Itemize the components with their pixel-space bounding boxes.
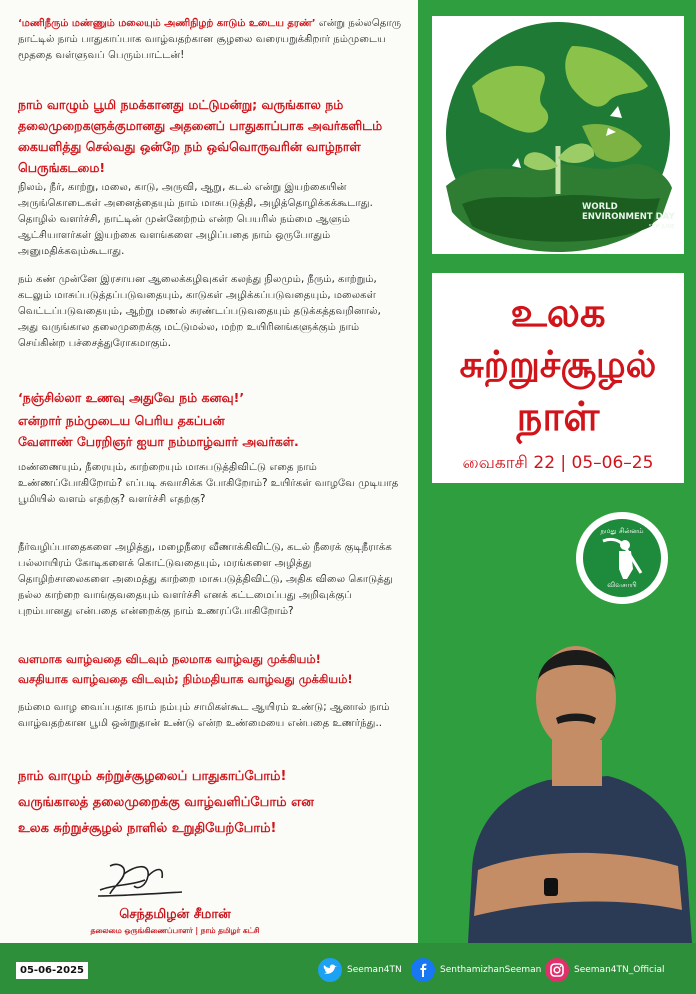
environment-day-illustration (432, 16, 684, 254)
signature-image (90, 852, 190, 904)
quote-line-1: என்றார் நம்முடைய பெரிய தகப்பன் (18, 413, 225, 428)
farmer-icon (597, 535, 647, 581)
thirukkural-quote: ‘மணிநீரும் மண்ணும் மலையும் அணிநிழற் காடும் உடைய தரண்’ (18, 18, 316, 29)
facebook-label: SenthamizhanSeeman (440, 965, 542, 975)
instagram-label: Seeman4TN_Official (574, 965, 665, 975)
closing-line-2: வருங்காலத் தலைமுறைக்கு வாழ்வளிப்போம் என (18, 795, 314, 810)
instagram-icon (545, 958, 569, 982)
paragraph-nature: நிலம், நீர், காற்று, மலை, காடு, அருவி, ஆறு, கடல் என்று இயற்கையின் அருங்கொடைகள் அனைத்தையும் நாம் மாசுபடுத்தி, அழித்தொழிக்கக்கூடாது. தொழில் வளர்ச்சி, நாட்டின் முன்னேற்றம் என்ற பெயரில் நம்மை ஆளும் ஆட்சியாளர்கள் இயற்கை வளங்களை அழிப்பதை நாம் ஒருபோதும் அனுமதிக்கவும்கூடாது. (18, 182, 373, 257)
signatory-role: தலைமை ஒருங்கிணைப்பாளர் | நாம் தமிழர் கட்சி (90, 926, 260, 935)
closing-line-1: நாம் வாழும் சுற்றுச்சூழலைப் பாதுகாப்போம்! (18, 769, 287, 784)
paragraph-earth: நம்மை வாழ வைப்பதாக நாம் நம்பும் சாமிகள்கூட ஆயிரம் உண்டு; ஆனால் நாம் வாழ்வதற்கான பூமி ஒன்றுதான் உண்டு என்ற உண்மையை என்பதை உணர்ந்து.. (18, 702, 390, 729)
logo-top-text: நமது சின்னம் (600, 527, 644, 535)
signatory-name: செந்தமிழன் சீமான் (119, 907, 231, 922)
party-symbol-logo (576, 512, 668, 604)
facebook-handle[interactable] (411, 958, 541, 982)
title-line-2: சுற்றுச்சூழல் (459, 343, 657, 386)
paragraph-development: நீர்வழிப்பாதைகளை அழித்து, மழைநீரை வீணாக்கிவிட்டு, கடல் நீரைக் குடிநீராக்க பல்லாயிரம் கோடிகளைக் கொட்டுவதையும், மரங்களை அழித்து தொழிற்சாலைகளை அமைத்து காற்றை மாசுபடுத்திவிட்டு, அதிக விலை கொடுத்து நல்ல காற்றை வாங்குவதையும் வளர்ச்சி எனக் கட்டமைப்பது அறிவுக்குப் புறம்பானது என்பதை என்றைக்கு நாம் உணரப்போகிறோம்? (18, 542, 393, 617)
leader-portrait (448, 620, 694, 943)
twitter-icon (318, 958, 342, 982)
issue-date: 05-06-2025 (16, 962, 88, 979)
instagram-handle[interactable] (545, 958, 664, 982)
intro-paragraph (18, 16, 402, 64)
red-quote-1: வளமாக வாழ்வதை விடவும் நலமாக வாழ்வது முக்கியம்! (18, 652, 321, 666)
quote-title: ‘நஞ்சில்லா உணவு அதுவே நம் கனவு!’ (18, 390, 245, 405)
facebook-icon (411, 958, 435, 982)
closing-line-3: உலக சுற்றுச்சூழல் நாளில் உறுதியேற்போம்! (18, 821, 277, 836)
title-line-1: உலக (510, 290, 606, 336)
quote-line-2: வேளாண் பேரறிஞர் ஐயா நம்மாழ்வார் அவர்கள். (18, 434, 299, 449)
heading-duty: நாம் வாழும் பூமி நமக்கானது மட்டுமன்று; வருங்கால நம் தலைமுறைகளுக்குமானது அதனைப் பாதுகாப்பாக அவர்களிடம் கையளித்து செல்வது ஒன்றே நம் ஒவ்வொருவரின் வாழ்நாள் பெருங்கடமை! (18, 97, 383, 175)
tamil-date: வைகாசி 22 | 05–06–25 (462, 453, 654, 473)
poster-title-box (432, 273, 684, 483)
wed-label: WORLD ENVIRONMENT DAY 5TH JUNE (582, 202, 675, 230)
twitter-label: Seeman4TN (347, 965, 402, 975)
logo-bottom-text: விவசாயி (607, 581, 637, 589)
red-quote-2: வசதியாக வாழ்வதை விடவும்; நிம்மதியாக வாழ்வது முக்கியம்! (18, 672, 353, 686)
paragraph-pollution: நம் கண் முன்னே இரசாயன ஆலைக்கழிவுகள் கலந்து நிலமும், நீரும், காற்றும், கடலும் மாசுப்படுத்தப்படுவதையும், காடுகள் அழிக்கப்படுவதையும், மலைகள் வெட்டப்படுவதையும், ஆற்று மணல் சுரண்டப்படுவதையும் தடுக்கத்தவறினால், அது வருங்கால தலைமுறைக்கு மட்டுமல்ல, மற்ற உயிரினங்களுக்கும் நாம் செய்கின்ற பச்சைத்துரோகமாகும். (18, 274, 381, 349)
intro-rest: என்று நல்லதொரு நாட்டில் நாம் பாதுகாப்பாக வாழ்வதற்கான சூழலை வரையறுக்கிறார் நம்முடைய மூததை வள்ளுவப் பெரும்பாட்டன்! (18, 18, 402, 61)
twitter-handle[interactable] (318, 958, 402, 982)
title-line-3: நாள் (516, 394, 600, 440)
paragraph-questions: மண்ணையும், நீரையும், காற்றையும் மாசுபடுத்திவிட்டு எதை நாம் உண்ணப்போகிறோம்? எப்படி சுவாசிக்க போகிறோம்? உயிர்கள் வாழவே முடியாத பூமியில் வளம் எதற்கு? வளர்ச்சி எதற்கு? (18, 462, 399, 505)
